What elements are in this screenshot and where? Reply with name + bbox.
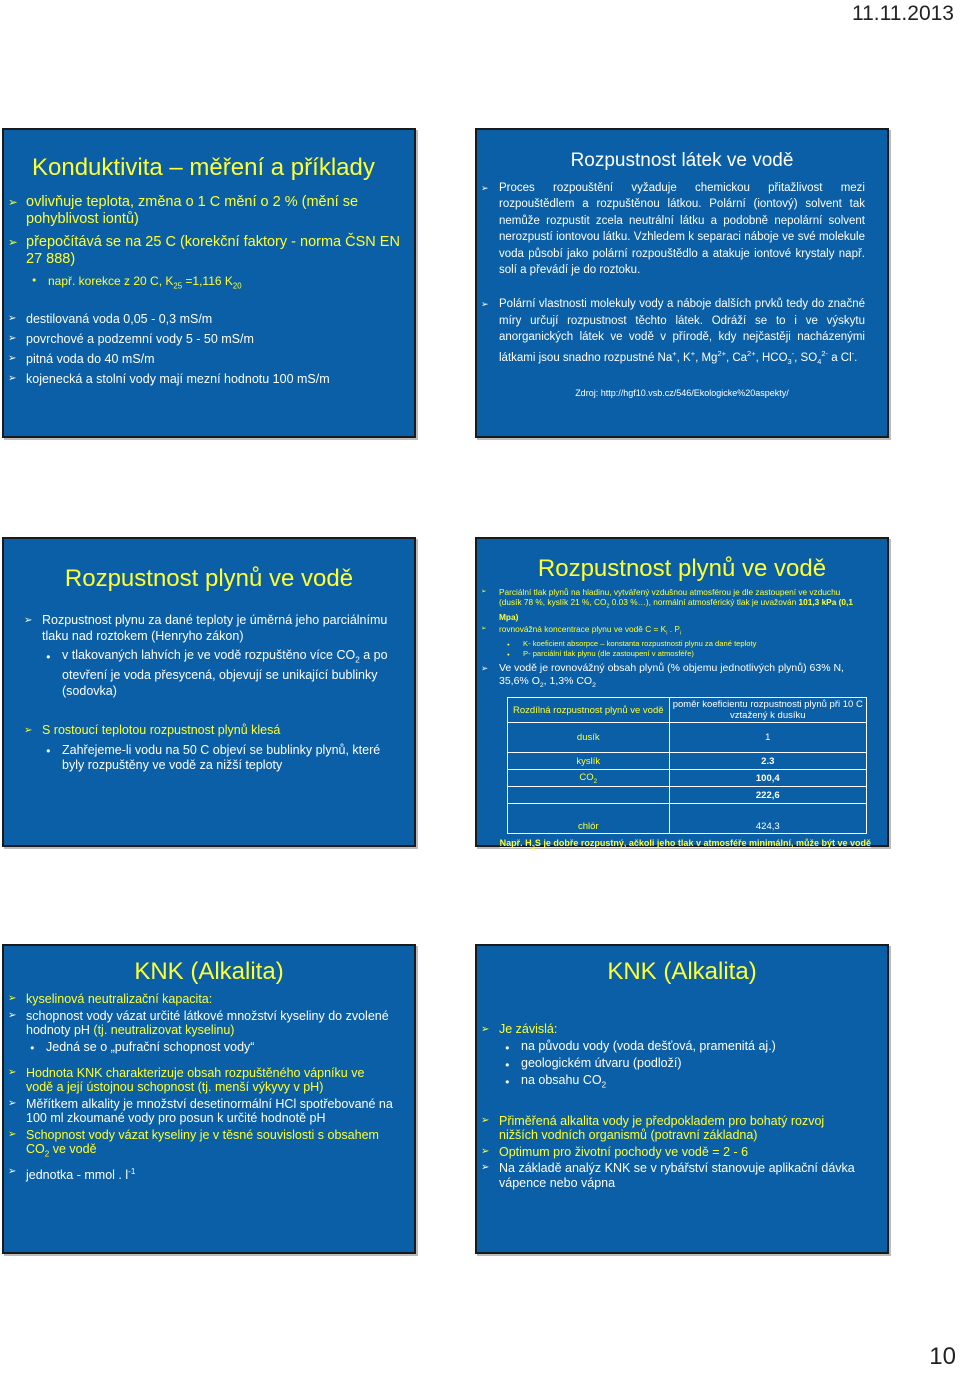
bullet-item: ➢ Na základě analýz KNK se v rybářství stanovuje aplikační dávka vápence nebo vápna (477, 1161, 857, 1190)
bullet-item: ➢ Ve vodě je rovnovážný obsah plynů (% objemu jednotlivých plynů) 63% N, 35,6% $O_2$, 1,3% $CO_2$ (477, 662, 865, 692)
bullet-item: ➢ Parciální tlak plynů na hladinu, vytvářený vzdušnou atmosférou je dle zastoupení ve vzduchu (dusík 78 %, kyslík 21 %, $CO_2$ 0.03 %…), normální atmosférický tlak je uvažován 101,3 kPa (0,1 Mpa) (477, 587, 865, 622)
header-date: 11.11.2013 (852, 2, 954, 25)
bullet-item: ➢ Proces rozpouštění vyžaduje chemickou přitažlivost mezi rozpouštědlem a rozpuštěnou látkou. Polární (iontový) solvent tak nemůže rozpustit zcela neutrální látku a podobně nepolární solvent nerozpustí iontovou látku. Vzhledem k separaci náboje ve své molekule voda působí jako polární rozpouštědlo a atakuje iontové krystaly např. solí a převádí je do roztoku. (477, 180, 865, 278)
sub-bullet-item: ● v tlakovaných lahvích je ve vodě rozpuštěno více $CO_2$ a po otevření je voda přesycená, objevují se unikající bublinky (sodovka) (34, 648, 390, 699)
slide-rozpustnost-plynu (2, 537, 416, 847)
sub-bullet-list (4, 1040, 414, 1054)
slide-title: KNK (Alkalita) (134, 958, 284, 985)
sub-bullet-list (477, 639, 887, 659)
slide-title: Konduktivita – měření a příklady (32, 154, 375, 181)
bullet-item: ➢ Polární vlastnosti molekuly vody a náboje dalších prvků tedy do značné míry určují rozpustnost těchto látek. Odráží se to i ve výskytu anorganických látek ve vodě v přírodě, kdy nejčastěji nacházenými látkami jsou snadno rozpustné Na+, K+, $Mg^{2+}$, $Ca^{2+}$, $HCO_3^-$, $SO_4^{2-}$ a Cl-. (477, 296, 865, 370)
table-cell: 1 (669, 723, 866, 753)
footnote: Např. $H_2S$ je dobře rozpustný, ačkoli jeho tlak v atmosféře minimální, může být ve vodě (499, 838, 871, 852)
slide-title: Rozpustnost látek ve vodě (570, 150, 794, 171)
table-cell: 2.3 (669, 753, 866, 770)
table-row (508, 770, 867, 787)
table-row (508, 723, 867, 753)
bullet-item: ➢ Je závislá: (477, 1022, 887, 1037)
value-item: ➢ pitná voda do 40 mS/m (4, 352, 414, 366)
conductivity-values-list (4, 312, 414, 386)
bullet-list (477, 1022, 887, 1037)
bullet-list (477, 662, 887, 692)
gas-solubility-table (507, 697, 867, 834)
bullet-list (4, 194, 414, 268)
table-cell: $CO_2$ (508, 770, 670, 787)
table-cell (508, 787, 670, 804)
slide-title: KNK (Alkalita) (607, 958, 757, 985)
sub-bullet-item: ● na obsahu $CO_2$ (493, 1072, 887, 1094)
bullet-item: ➢ Hodnota KNK charakterizuje obsah rozpuštěného vápníku ve vodě a její ústojnou schopnost (tj. menší výkyvy v pH) (4, 1066, 394, 1094)
table-header-cell: Rozdílná rozpustnost plynů ve vodě (508, 698, 670, 723)
table-cell: dusík (508, 723, 670, 753)
bullet-list (4, 992, 414, 1037)
table-cell: kyslík (508, 753, 670, 770)
bullet-list (4, 1066, 414, 1182)
bullet-list (477, 180, 887, 370)
table-row (508, 787, 867, 804)
sub-bullet-item: ● P- parciální tlak plynu (dle zastoupení v atmosféře) (495, 649, 887, 659)
value-item: ➢ kojenecká a stolní vody mají mezní hodnotu 100 mS/m (4, 372, 414, 386)
table-header-row (508, 698, 867, 723)
value-item: ➢ destilovaná voda 0,05 - 0,3 mS/m (4, 312, 414, 326)
bullet-item: ➢ Přiměřená alkalita vody je předpokladem pro bohatý rozvoj nižších vodních organismů (potravní základna) (477, 1114, 857, 1143)
bullet-item: ➢ jednotka - mmol . $l^{-1}$ (4, 1165, 394, 1182)
bullet-list (477, 587, 887, 638)
source-citation: Zdroj: http://hgf10.vsb.cz/546/Ekologicke%20aspekty/ (575, 388, 789, 399)
table-header-cell: poměr koeficientu rozpustnosti plynů při 10 C vztažený k dusíku (669, 698, 866, 723)
slide-title: Rozpustnost plynů ve vodě (537, 555, 827, 582)
table-cell: 424,3 (669, 804, 866, 834)
bullet-item: ➢ Optimum pro životní pochody ve vodě = 2 - 6 (477, 1145, 857, 1160)
bullet-item: ➢ schopnost vody vázat určité látkové množství kyseliny do zvolené hodnoty pH (tj. neutralizovat kyselinu) (4, 1009, 394, 1037)
sub-bullet-list (4, 648, 414, 699)
slide-knk-definice (2, 944, 416, 1254)
bullet-list (477, 1114, 887, 1191)
bullet-item: ➢ Rozpustnost plynu za dané teploty je úměrná jeho parciálnímu tlaku nad roztokem (Henryho zákon) (20, 613, 394, 644)
slide-title: Rozpustnost plynů ve vodě (64, 565, 354, 592)
sub-bullet-item: ● na původu vody (voda dešťová, pramenitá aj.) (493, 1038, 887, 1055)
slide-rozpustnost-plynu-tabulka (475, 537, 889, 852)
page-number: 10 (929, 1343, 956, 1370)
bullet-item: ➢ kyselinová neutralizační kapacita: (4, 992, 394, 1006)
sub-bullet-item: ● Zahřejeme-li vodu na 50 C objeví se bublinky plynů, které byly rozpuštěny ve vodě za nižší teploty (34, 743, 390, 774)
table-row (508, 804, 867, 834)
table-cell: 222,6 (669, 787, 866, 804)
slide-knk-zavislost (475, 944, 889, 1254)
slide-rozpustnost-latek (475, 128, 889, 438)
sub-bullet-list (4, 743, 414, 774)
bullet-list (4, 723, 414, 739)
sub-bullet-item: ● K- koeficient absorpce – konstanta rozpustnosti plynu za dané teploty (495, 639, 887, 649)
bullet-item: ➢ ovlivňuje teplota, změna o 1 C mění o 2 % (mění se pohyblivost iontů) (4, 194, 404, 228)
sub-bullet-list (477, 1038, 887, 1094)
bullet-item: ➢ rovnovážná koncentrace plynu ve vodě $C = K_i$ . $P_i$ (477, 624, 865, 639)
bullet-item: ➢ přepočítává se na 25 C (korekční faktory - norma ČSN EN 27 888) (4, 234, 404, 268)
bullet-list (4, 613, 414, 644)
sub-bullet-item: ● geologickém útvaru (podloží) (493, 1055, 887, 1072)
sub-bullet-item: ● Jedná se o „pufrační schopnost vody“ (18, 1040, 414, 1054)
value-item: ➢ povrchové a podzemní vody 5 - 50 mS/m (4, 332, 414, 346)
sub-bullet-item: ● např. korekce z 20 C, $K_{25} =1,116$ $K_{20}$ (20, 274, 414, 290)
table-cell: 100,4 (669, 770, 866, 787)
sub-bullet-list (4, 274, 414, 290)
bullet-item: ➢ Schopnost vody vázat kyseliny je v těsné souvislosti s obsahem $CO_2$ ve vodě (4, 1128, 394, 1162)
slide-konduktivita (2, 128, 416, 438)
bullet-item: ➢ Měřítkem alkality je množství desetinormální HCl spotřebované na 100 ml zkoumané vody pro posun k určité hodnotě pH (4, 1097, 394, 1125)
bullet-item: ➢ S rostoucí teplotou rozpustnost plynů klesá (20, 723, 414, 739)
table-cell: chlór (508, 804, 670, 834)
table-row (508, 753, 867, 770)
